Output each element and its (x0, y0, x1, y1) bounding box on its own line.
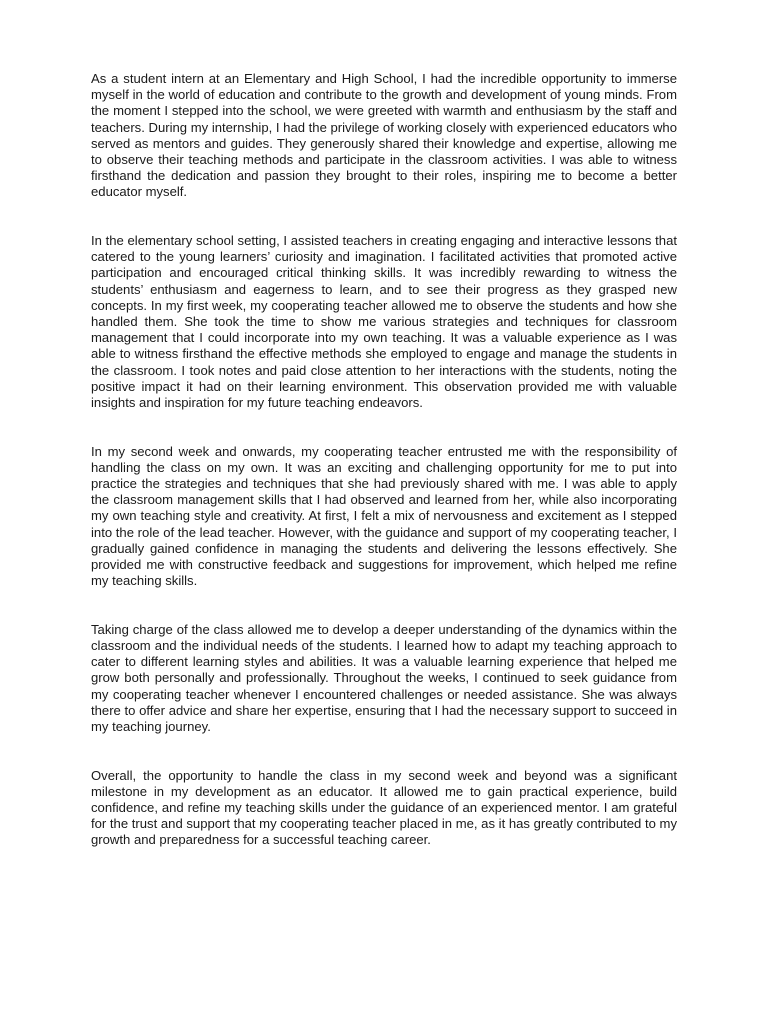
document-page (91, 71, 677, 849)
paragraph-intro: As a student intern at an Elementary and High School, I had the incredible opportunity to immerse myself in the world of education and contribute to the growth and development of young minds. From the moment I stepped into the school, we were greeted with warmth and enthusiasm by the staff and teachers. During my internship, I had the privilege of working closely with experienced educators who served as mentors and guides. They generously shared their knowledge and expertise, allowing me to observe their teaching methods and participate in the classroom activities. I was able to witness firsthand the dedication and passion they brought to their roles, inspiring me to become a better educator myself. (91, 71, 677, 200)
paragraph-taking-charge: Taking charge of the class allowed me to develop a deeper understanding of the dynamics within the classroom and the individual needs of the students. I learned how to adapt my teaching approach to cater to different learning styles and abilities. It was a valuable learning experience that helped me grow both personally and professionally. Throughout the weeks, I continued to seek guidance from my cooperating teacher whenever I encountered challenges or needed assistance. She was always there to offer advice and share her expertise, ensuring that I had the necessary support to succeed in my teaching journey. (91, 621, 677, 735)
paragraph-elementary-setting: In the elementary school setting, I assisted teachers in creating engaging and interactive lessons that catered to the young learners’ curiosity and imagination. I facilitated activities that promoted active participation and encouraged critical thinking skills. It was incredibly rewarding to witness the students’ enthusiasm and eagerness to learn, and to see their progress as they grasped new concepts. In my first week, my cooperating teacher allowed me to observe the students and how she handled them. She took the time to show me various strategies and techniques for classroom management that I could incorporate into my own teaching. It was a valuable experience as I was able to witness firsthand the effective methods she employed to engage and manage the students in the classroom. I took notes and paid close attention to her interactions with the students, noting the positive impact it had on their learning environment. This observation provided me with valuable insights and inspiration for my future teaching endeavors. (91, 233, 677, 411)
paragraph-second-week: In my second week and onwards, my cooperating teacher entrusted me with the responsibility of handling the class on my own. It was an exciting and challenging opportunity for me to put into practice the strategies and techniques that she had previously shared with me. I was able to apply the classroom management skills that I had observed and learned from her, while also incorporating my own teaching style and creativity. At first, I felt a mix of nervousness and excitement as I stepped into the role of the lead teacher. However, with the guidance and support of my cooperating teacher, I gradually gained confidence in managing the students and delivering the lessons effectively. She provided me with constructive feedback and suggestions for improvement, which helped me refine my teaching skills. (91, 443, 677, 589)
paragraph-overall: Overall, the opportunity to handle the class in my second week and beyond was a significant milestone in my development as an educator. It allowed me to gain practical experience, build confidence, and refine my teaching skills under the guidance of an experienced mentor. I am grateful for the trust and support that my cooperating teacher placed in me, as it has greatly contributed to my growth and preparedness for a successful teaching career. (91, 767, 677, 848)
